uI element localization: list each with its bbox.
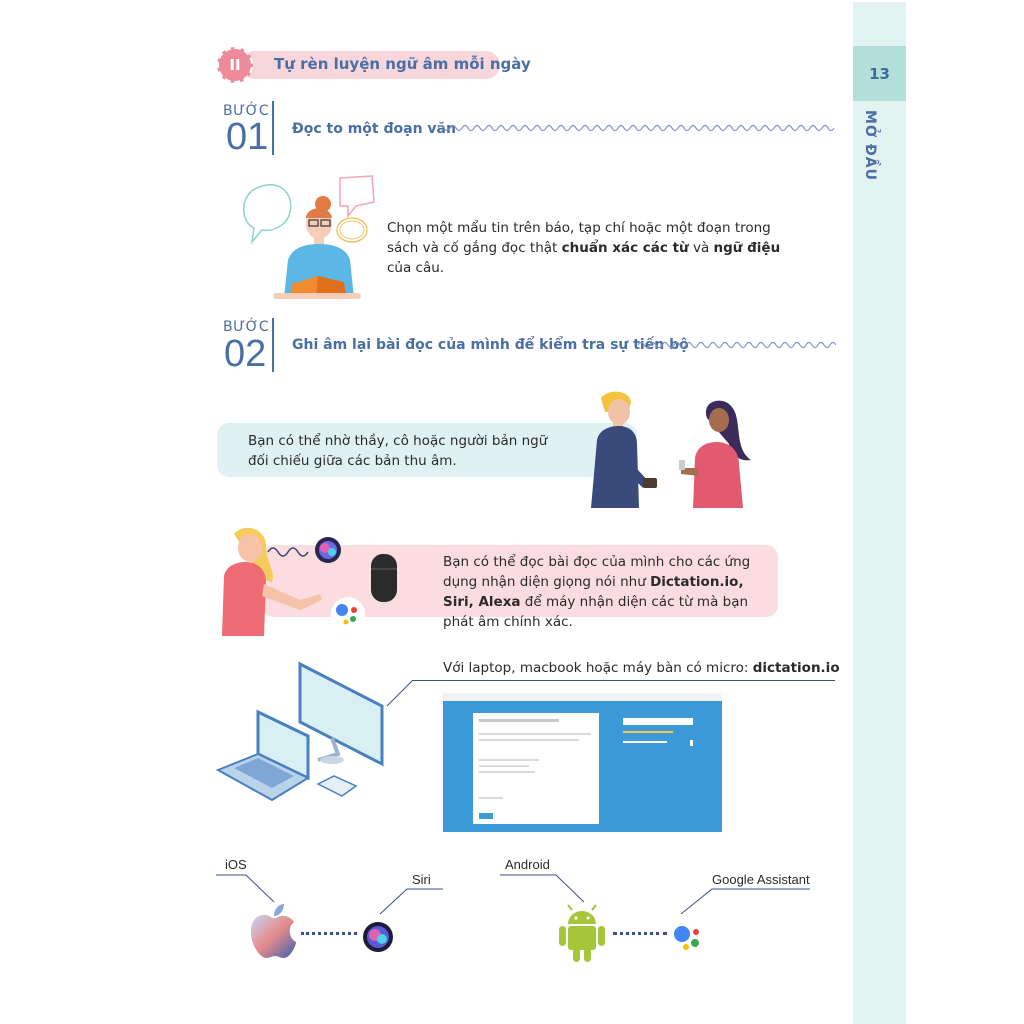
dictation-screenshot	[443, 693, 722, 832]
editor-line	[479, 739, 579, 741]
ios-label: iOS	[225, 857, 247, 872]
step2-word: BƯỚC	[223, 319, 270, 335]
step1-text-b: và	[688, 240, 714, 256]
siri-label: Siri	[412, 872, 431, 887]
browser-bar	[443, 693, 722, 701]
device-pointer-lines	[216, 874, 816, 916]
step1-text-c: của câu.	[387, 260, 445, 276]
siri-icon	[362, 921, 394, 953]
ios-dots	[301, 932, 357, 935]
editor-line	[479, 765, 529, 767]
laptop-pointer-diagonal	[386, 679, 414, 707]
step2-title: Ghi âm lại bài đọc của mình để kiểm tra sự tiến bộ	[292, 337, 689, 353]
step1-bold-b: ngữ điệu	[713, 240, 781, 256]
step2-number: 02	[224, 333, 267, 375]
step1-number: 01	[226, 116, 269, 158]
android-robot-icon	[556, 904, 608, 964]
laptop-text-a: Với laptop, macbook hoặc máy bàn có micro:	[443, 660, 753, 676]
dictation-editor	[473, 713, 599, 824]
language-select	[623, 718, 693, 725]
step2-wave	[638, 338, 836, 352]
android-label: Android	[505, 857, 550, 872]
info-line	[623, 731, 673, 733]
editor-line	[479, 771, 535, 773]
info-line	[623, 741, 667, 743]
side-strip	[853, 2, 906, 1024]
laptop-text	[443, 658, 840, 678]
mic-icon	[690, 740, 693, 746]
teacher-text: Bạn có thể nhờ thầy, cô hoặc người bản ngữ đối chiếu giữa các bản thu âm.	[248, 433, 548, 469]
laptop-bold: dictation.io	[752, 660, 840, 676]
two-people-illustration	[583, 388, 763, 512]
editor-toolbar	[479, 719, 559, 722]
chapter-label: MỞ ĐẦU	[862, 110, 878, 181]
step2-bar	[272, 318, 274, 372]
computer-illustration	[214, 660, 386, 804]
step1-title: Đọc to một đoạn văn	[292, 121, 456, 137]
editor-button	[479, 813, 493, 819]
step1-text-a: Chọn một mẩu tin trên báo, tạp chí hoặc một đoạn trong sách và cố gắng đọc thật	[387, 220, 771, 256]
android-dots	[613, 932, 667, 935]
google-label: Google Assistant	[712, 872, 810, 887]
step1-wave	[438, 121, 836, 135]
editor-line	[479, 797, 503, 799]
laptop-pointer-line	[412, 680, 835, 681]
apps-text-b: để máy nhận diện các từ mà bạn phát âm chính xác.	[443, 594, 749, 630]
section-title: Tự rèn luyện ngữ âm mỗi ngày	[274, 55, 531, 73]
editor-line	[479, 759, 539, 761]
apps-text	[443, 552, 763, 632]
page-number: 13	[853, 46, 906, 101]
step1-word: BƯỚC	[223, 103, 270, 119]
editor-line	[479, 733, 591, 735]
voice-assistant-illustration	[214, 524, 414, 638]
step1-text	[387, 218, 787, 278]
apple-logo-icon	[248, 902, 296, 960]
apps-text-a: Bạn có thể đọc bài đọc của mình cho các ứng dụng nhận diện giọng nói như	[443, 554, 751, 590]
apps-bold: Dictation.io, Siri, Alexa	[443, 574, 744, 610]
google-assistant-icon	[672, 922, 702, 952]
step1-bold-a: chuẩn xác các từ	[561, 240, 689, 256]
step1-bar	[272, 101, 274, 155]
reading-woman-illustration	[232, 172, 382, 302]
section-numeral: II	[217, 47, 253, 83]
